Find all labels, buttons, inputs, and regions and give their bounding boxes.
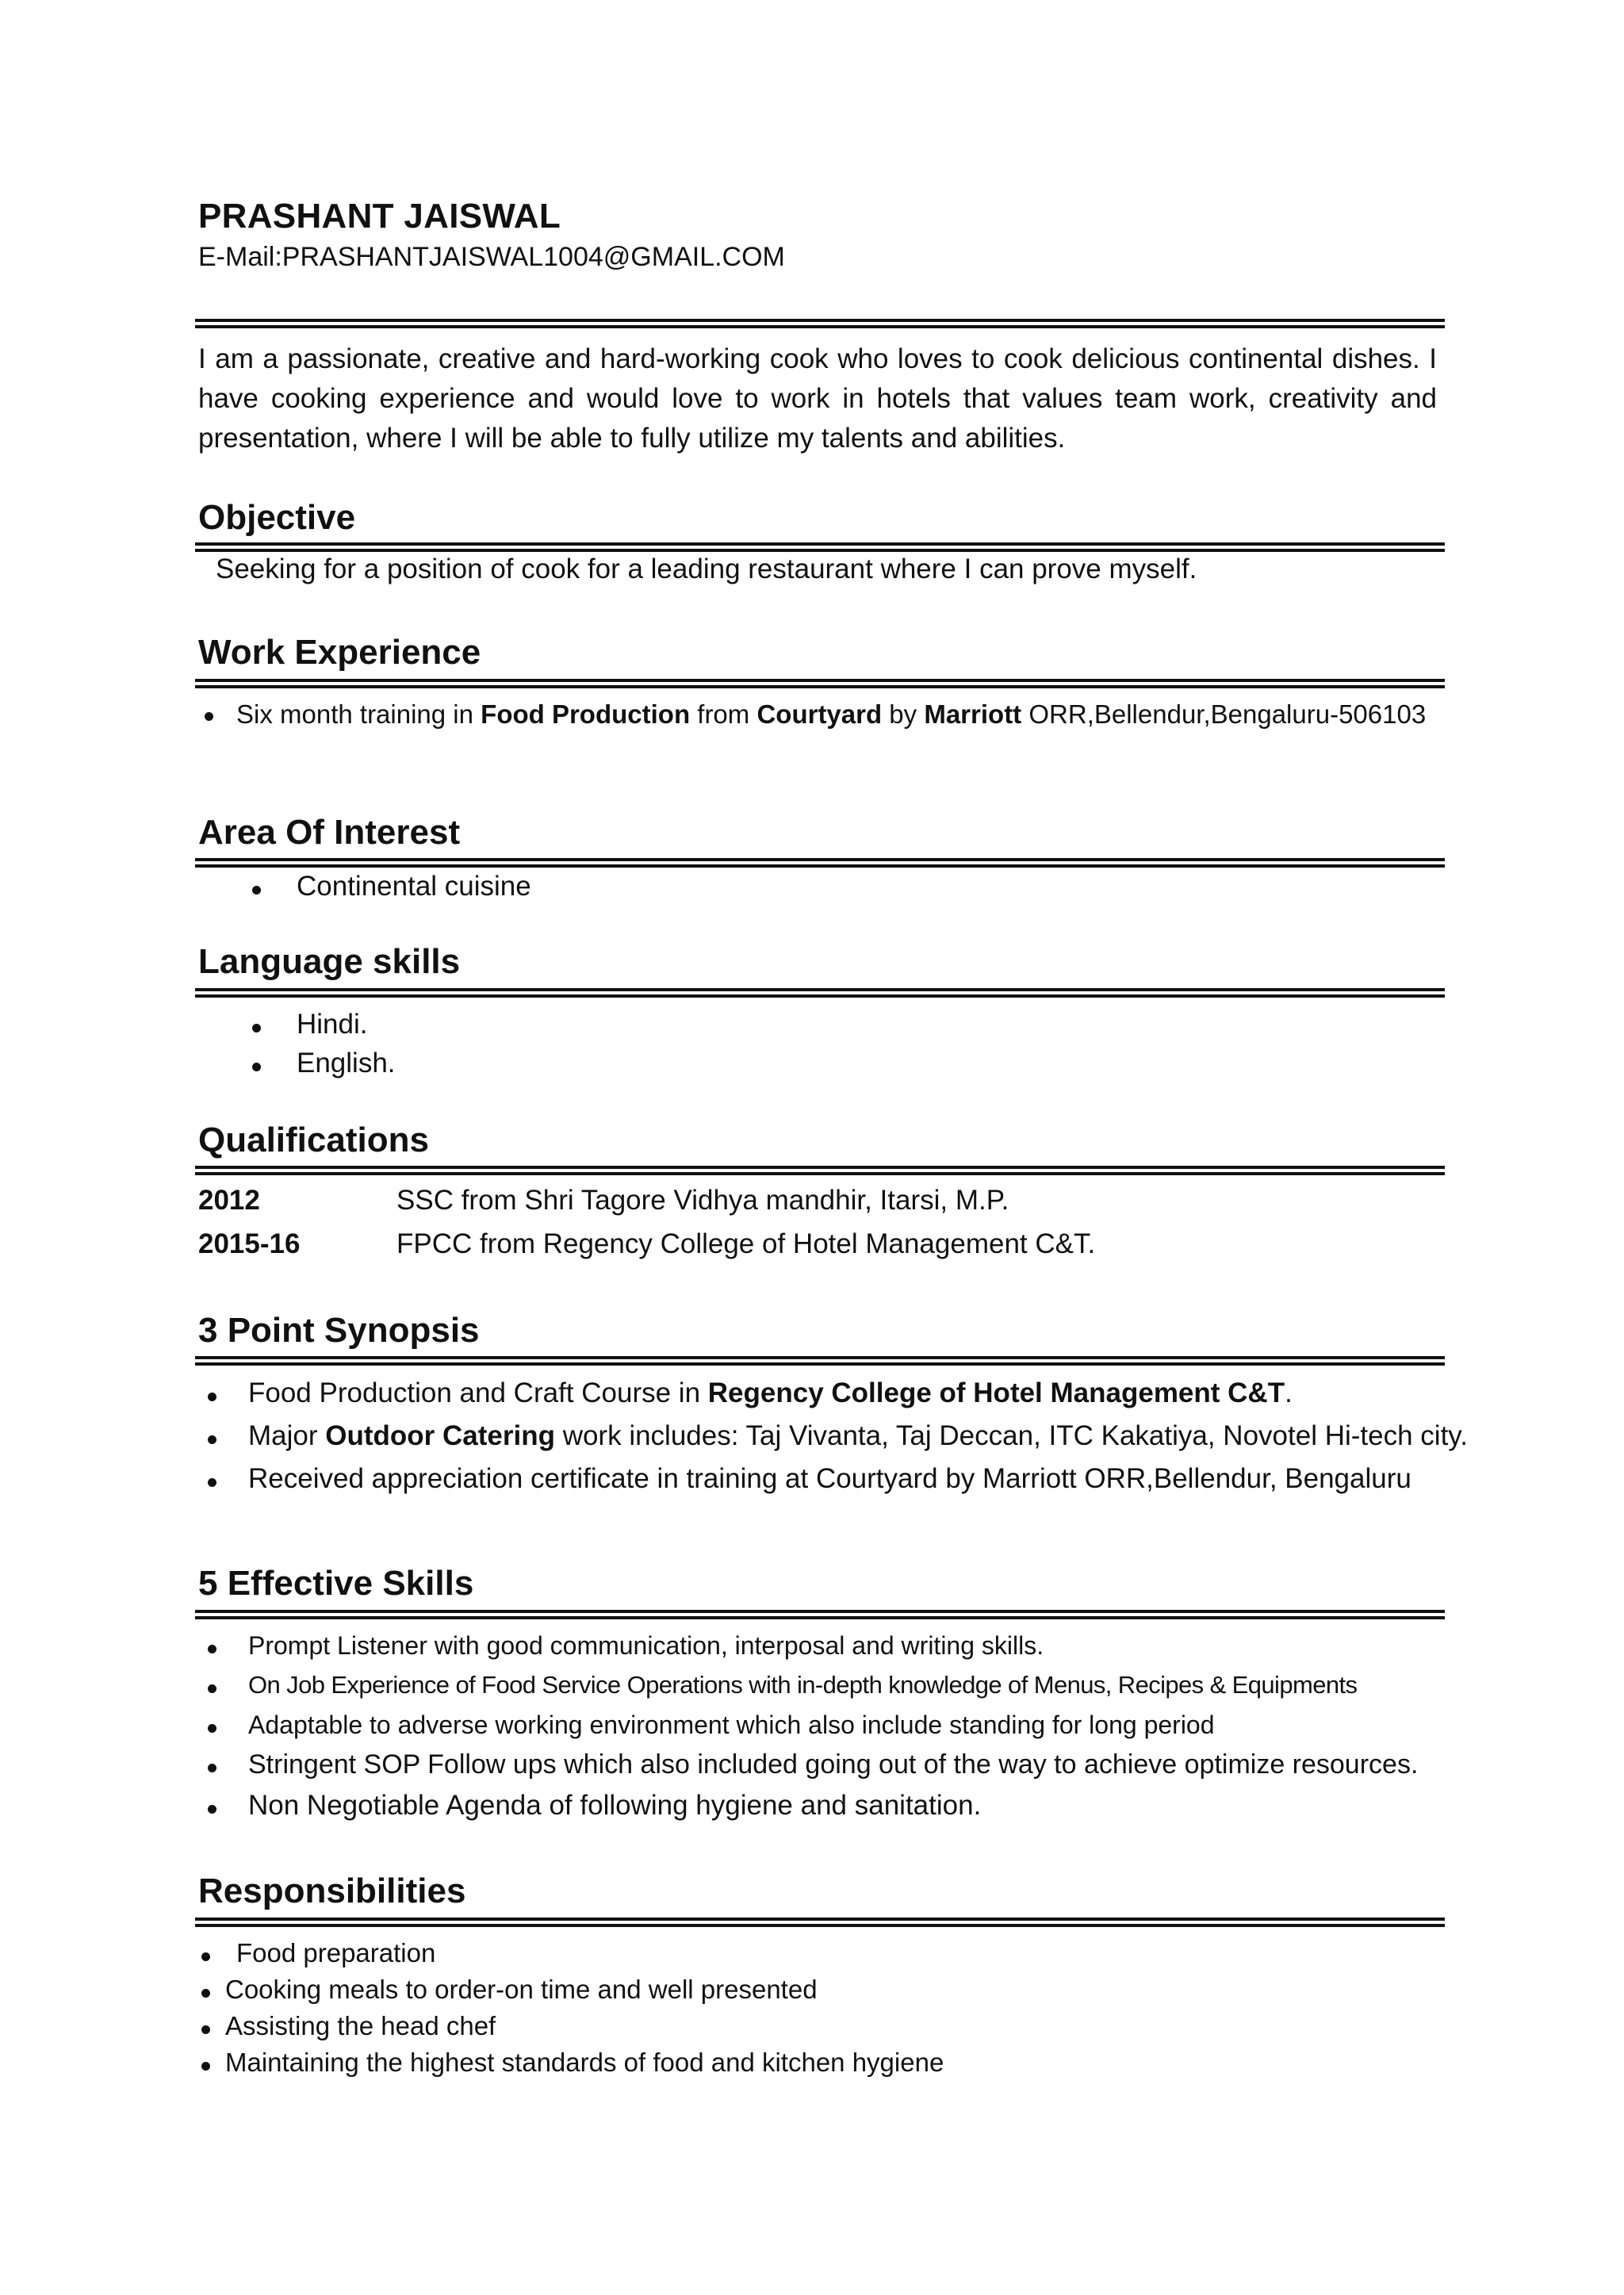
- qualification-text: FPCC from Regency College of Hotel Management C&T.: [396, 1228, 1096, 1259]
- language-item: English.: [297, 1048, 396, 1079]
- bullet-icon: [208, 1393, 216, 1401]
- bullet-icon: [205, 712, 213, 721]
- work-employer-brand: Marriott: [924, 699, 1022, 729]
- bullet-icon: [208, 1684, 216, 1693]
- work-location: ORR,Bellendur,Bengaluru-506103: [1021, 699, 1427, 729]
- qualification-year: 2012: [198, 1185, 260, 1216]
- bullet-icon: [208, 1764, 216, 1772]
- bullet-icon: [252, 1063, 261, 1071]
- section-divider: [195, 1356, 1445, 1366]
- skill-item: On Job Experience of Food Service Operations with in-depth knowledge of Menus, Recipes & Equipments: [248, 1671, 1358, 1699]
- objective-heading: Objective: [198, 498, 356, 537]
- work-employer: Courtyard: [756, 699, 883, 729]
- section-divider: [195, 988, 1445, 998]
- section-divider: [195, 679, 1445, 688]
- synopsis-text: work includes: Taj Vivanta, Taj Deccan, ITC Kakatiya, Novotel Hi-tech city.: [554, 1420, 1468, 1451]
- skill-item: Non Negotiable Agenda of following hygiene and sanitation.: [248, 1790, 982, 1821]
- bullet-icon: [201, 1989, 210, 1998]
- skill-item: Prompt Listener with good communication, interposal and writing skills.: [248, 1631, 1044, 1660]
- qualification-text: SSC from Shri Tagore Vidhya mandhir, Itarsi, M.P.: [396, 1185, 1009, 1216]
- synopsis-heading: 3 Point Synopsis: [198, 1311, 480, 1350]
- language-skills-heading: Language skills: [198, 942, 461, 981]
- synopsis-highlight: Outdoor Catering: [325, 1420, 555, 1451]
- responsibility-item: Maintaining the highest standards of food and kitchen hygiene: [225, 2048, 944, 2077]
- synopsis-text: Major: [248, 1420, 326, 1451]
- language-item: Hindi.: [297, 1009, 368, 1040]
- section-divider: [195, 1166, 1445, 1175]
- responsibility-item: Cooking meals to order-on time and well presented: [225, 1975, 818, 2004]
- synopsis-text: .: [1285, 1377, 1293, 1408]
- bullet-icon: [201, 2062, 210, 2071]
- work-experience-item: [236, 699, 1426, 730]
- skill-item: Stringent SOP Follow ups which also included going out of the way to achieve optimize resources.: [248, 1749, 1419, 1780]
- bullet-icon: [208, 1435, 216, 1444]
- work-text: by: [882, 699, 925, 729]
- bullet-icon: [252, 1024, 261, 1033]
- bullet-icon: [208, 1645, 216, 1653]
- section-divider: [195, 319, 1445, 328]
- synopsis-item: Received appreciation certificate in training at Courtyard by Marriott ORR,Bellendur, Bengaluru: [248, 1463, 1411, 1494]
- responsibility-item: Food preparation: [236, 1938, 436, 1967]
- skills-heading: 5 Effective Skills: [198, 1564, 474, 1603]
- synopsis-item: [248, 1420, 1468, 1452]
- section-divider: [195, 858, 1445, 868]
- objective-text: Seeking for a position of cook for a leading restaurant where I can prove myself.: [216, 554, 1197, 584]
- synopsis-college: Regency College of Hotel Management C&T: [707, 1377, 1285, 1408]
- responsibilities-heading: Responsibilities: [198, 1872, 466, 1910]
- bullet-icon: [208, 1478, 216, 1487]
- work-text: from: [690, 699, 757, 729]
- skill-item: Adaptable to adverse working environment which also include standing for long period: [248, 1711, 1215, 1739]
- work-text: Six month training in: [236, 699, 481, 729]
- candidate-email: E-Mail:PRASHANTJAISWAL1004@GMAIL.COM: [198, 242, 785, 272]
- work-experience-heading: Work Experience: [198, 633, 481, 672]
- qualifications-heading: Qualifications: [198, 1121, 429, 1159]
- section-divider: [195, 1918, 1445, 1927]
- synopsis-item: [248, 1377, 1293, 1409]
- responsibility-item: Assisting the head chef: [225, 2011, 496, 2040]
- qualification-year: 2015-16: [198, 1228, 301, 1259]
- bullet-icon: [252, 886, 261, 895]
- bullet-icon: [208, 1805, 216, 1814]
- section-divider: [195, 542, 1445, 552]
- bullet-icon: [201, 2025, 210, 2034]
- area-of-interest-heading: Area Of Interest: [198, 813, 461, 852]
- summary-paragraph: I am a passionate, creative and hard-working cook who loves to cook delicious continental dishes. I have cooking experience and would love to work in hotels that values team work, creativity and presentation, where I will be able to fully utilize my talents and abilities.: [198, 343, 1437, 454]
- interest-item: Continental cuisine: [297, 871, 531, 902]
- section-divider: [195, 1610, 1445, 1619]
- work-role: Food Production: [481, 699, 691, 729]
- bullet-icon: [201, 1952, 210, 1961]
- candidate-name: PRASHANT JAISWAL: [198, 197, 561, 236]
- bullet-icon: [208, 1724, 216, 1733]
- synopsis-text: Food Production and Craft Course in: [248, 1377, 708, 1408]
